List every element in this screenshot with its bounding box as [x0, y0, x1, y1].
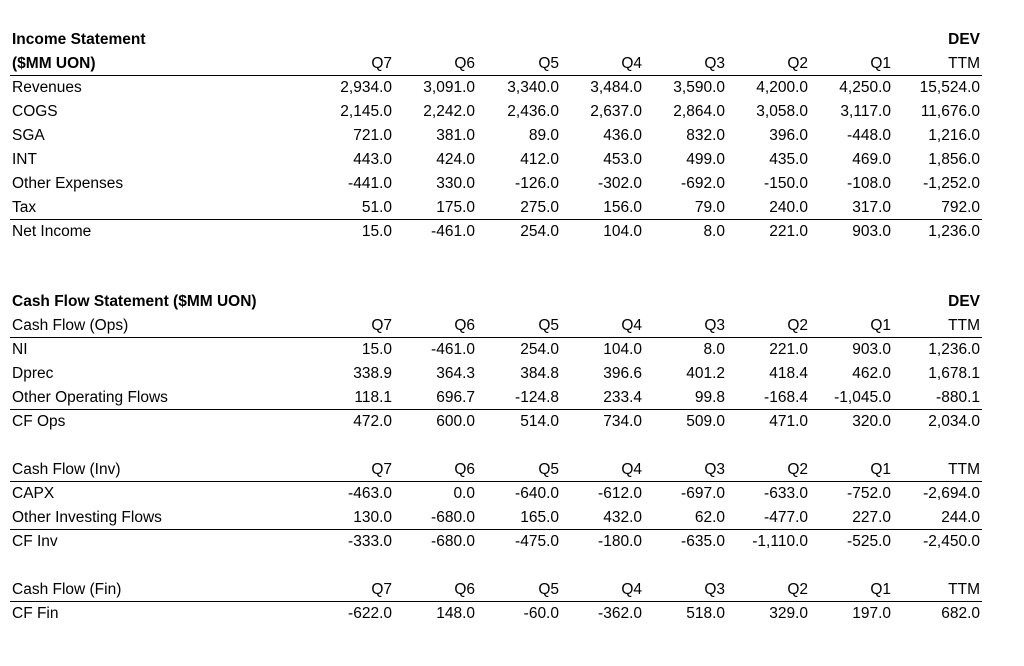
cell-value: 396.0 — [769, 127, 808, 144]
cell-value: 15.0 — [361, 341, 392, 358]
cell-value: 471.0 — [769, 413, 808, 430]
table-row-total — [10, 220, 982, 243]
cell-value: 275.0 — [520, 199, 559, 216]
row-label: CF Inv — [12, 533, 58, 550]
cell-value: 472.0 — [353, 413, 392, 430]
cell-value: 443.0 — [353, 151, 392, 168]
cell-value: 499.0 — [686, 151, 725, 168]
cell-value: 2,034.0 — [928, 413, 980, 430]
cell-value: 381.0 — [436, 127, 475, 144]
cashflow-ops-label: Cash Flow (Ops) — [12, 317, 129, 334]
cell-value: 3,340.0 — [507, 79, 559, 96]
table-row-total — [10, 530, 982, 553]
cell-value: 903.0 — [852, 341, 891, 358]
cell-value: 79.0 — [694, 199, 725, 216]
cell-value: 4,250.0 — [839, 79, 891, 96]
col-header-q1: Q1 — [870, 461, 891, 478]
col-header-q1: Q1 — [870, 317, 891, 334]
col-header-q3: Q3 — [704, 461, 725, 478]
income-units-label: ($MM UON) — [12, 55, 96, 72]
cell-value: 254.0 — [520, 223, 559, 240]
cashflow-dev-label: DEV — [948, 293, 980, 310]
table-row — [10, 506, 982, 530]
cell-value: 317.0 — [852, 199, 891, 216]
cell-value: 15,524.0 — [919, 79, 980, 96]
cell-value: -692.0 — [681, 175, 725, 192]
income-header-row — [10, 52, 982, 76]
cashflow-inv-label: Cash Flow (Inv) — [12, 461, 121, 478]
cell-value: 424.0 — [436, 151, 475, 168]
col-header-ttm: TTM — [948, 581, 980, 598]
cell-value: 721.0 — [353, 127, 392, 144]
col-header-q5: Q5 — [538, 581, 559, 598]
cell-value: 8.0 — [703, 341, 725, 358]
cell-value: 329.0 — [769, 605, 808, 622]
col-header-ttm: TTM — [948, 317, 980, 334]
cell-value: 3,484.0 — [590, 79, 642, 96]
cell-value: 432.0 — [603, 509, 642, 526]
cell-value: 696.7 — [436, 389, 475, 406]
cell-value: 165.0 — [520, 509, 559, 526]
col-header-q1: Q1 — [870, 55, 891, 72]
cell-value: 148.0 — [436, 605, 475, 622]
cell-value: 330.0 — [436, 175, 475, 192]
cell-value: 89.0 — [528, 127, 559, 144]
col-header-q2: Q2 — [787, 461, 808, 478]
row-label: CAPX — [12, 485, 55, 502]
cell-value: -441.0 — [348, 175, 392, 192]
cell-value: -477.0 — [764, 509, 808, 526]
row-label: NI — [12, 341, 28, 358]
row-label: INT — [12, 151, 37, 168]
cell-value: -461.0 — [431, 223, 475, 240]
cell-value: 227.0 — [852, 509, 891, 526]
row-label: Revenues — [12, 79, 82, 96]
income-dev-label: DEV — [948, 31, 980, 48]
cell-value: 8.0 — [703, 223, 725, 240]
col-header-q5: Q5 — [538, 55, 559, 72]
cell-value: 221.0 — [769, 341, 808, 358]
col-header-q7: Q7 — [371, 581, 392, 598]
cell-value: 104.0 — [603, 223, 642, 240]
cell-value: 1,216.0 — [928, 127, 980, 144]
table-row — [10, 124, 982, 147]
cell-value: 3,058.0 — [756, 103, 808, 120]
cell-value: 197.0 — [852, 605, 891, 622]
cell-value: 99.8 — [694, 389, 725, 406]
cell-value: -168.4 — [764, 389, 808, 406]
cell-value: 418.4 — [769, 365, 808, 382]
cell-value: -680.0 — [431, 509, 475, 526]
cell-value: 2,145.0 — [340, 103, 392, 120]
row-label: CF Fin — [12, 605, 59, 622]
col-header-ttm: TTM — [948, 55, 980, 72]
cell-value: 412.0 — [520, 151, 559, 168]
row-label: Other Investing Flows — [12, 509, 162, 526]
cell-value: -461.0 — [431, 341, 475, 358]
cell-value: 11,676.0 — [920, 103, 980, 120]
cell-value: -150.0 — [764, 175, 808, 192]
cell-value: -640.0 — [515, 485, 559, 502]
col-header-q5: Q5 — [538, 461, 559, 478]
cell-value: -633.0 — [764, 485, 808, 502]
cell-value: 396.6 — [603, 365, 642, 382]
col-header-q2: Q2 — [787, 55, 808, 72]
table-row — [10, 100, 982, 123]
cell-value: -180.0 — [598, 533, 642, 550]
cell-value: 1,678.1 — [928, 365, 980, 382]
cell-value: 338.9 — [353, 365, 392, 382]
cell-value: 401.2 — [686, 365, 725, 382]
col-header-q3: Q3 — [704, 581, 725, 598]
cell-value: -333.0 — [348, 533, 392, 550]
cell-value: -1,252.0 — [923, 175, 980, 192]
cashflow-title-row — [10, 290, 982, 313]
cell-value: 600.0 — [436, 413, 475, 430]
cell-value: -2,450.0 — [923, 533, 980, 550]
cell-value: 240.0 — [769, 199, 808, 216]
cell-value: -622.0 — [348, 605, 392, 622]
cell-value: -126.0 — [515, 175, 559, 192]
cell-value: 15.0 — [361, 223, 392, 240]
col-header-ttm: TTM — [948, 461, 980, 478]
cashflow-inv-header-row — [10, 458, 982, 482]
cashflow-fin-header-row — [10, 578, 982, 602]
col-header-q7: Q7 — [371, 55, 392, 72]
row-label: Other Expenses — [12, 175, 124, 192]
cell-value: 2,637.0 — [590, 103, 642, 120]
table-row — [10, 76, 982, 99]
col-header-q6: Q6 — [454, 55, 475, 72]
cell-value: 156.0 — [603, 199, 642, 216]
income-title-row — [10, 28, 982, 51]
col-header-q1: Q1 — [870, 581, 891, 598]
cell-value: 221.0 — [769, 223, 808, 240]
row-label: CF Ops — [12, 413, 66, 430]
cell-value: 514.0 — [520, 413, 559, 430]
income-statement-title: Income Statement — [12, 31, 146, 48]
col-header-q6: Q6 — [454, 581, 475, 598]
cell-value: -475.0 — [515, 533, 559, 550]
cell-value: 175.0 — [436, 199, 475, 216]
cell-value: 792.0 — [941, 199, 980, 216]
table-row — [10, 172, 982, 195]
cell-value: 254.0 — [520, 341, 559, 358]
cell-value: 2,864.0 — [673, 103, 725, 120]
row-label: Net Income — [12, 223, 92, 240]
col-header-q4: Q4 — [621, 55, 642, 72]
cell-value: 104.0 — [603, 341, 642, 358]
row-label: Tax — [12, 199, 37, 216]
cell-value: 2,436.0 — [507, 103, 559, 120]
cell-value: 384.8 — [520, 365, 559, 382]
cell-value: -880.1 — [936, 389, 980, 406]
cell-value: 903.0 — [852, 223, 891, 240]
col-header-q6: Q6 — [454, 461, 475, 478]
row-label: Dprec — [12, 365, 54, 382]
cell-value: 244.0 — [941, 509, 980, 526]
cell-value: -635.0 — [681, 533, 725, 550]
table-row — [10, 386, 982, 410]
col-header-q6: Q6 — [454, 317, 475, 334]
table-row — [10, 482, 982, 505]
cell-value: 734.0 — [603, 413, 642, 430]
table-row — [10, 196, 982, 220]
cell-value: 364.3 — [436, 365, 475, 382]
cell-value: -60.0 — [523, 605, 559, 622]
cell-value: -362.0 — [598, 605, 642, 622]
table-row-total — [10, 410, 982, 433]
cell-value: 469.0 — [852, 151, 891, 168]
col-header-q2: Q2 — [787, 581, 808, 598]
cell-value: 51.0 — [361, 199, 392, 216]
cell-value: -612.0 — [598, 485, 642, 502]
cell-value: 130.0 — [353, 509, 392, 526]
col-header-q2: Q2 — [787, 317, 808, 334]
table-row — [10, 148, 982, 171]
cell-value: 509.0 — [686, 413, 725, 430]
cell-value: 453.0 — [603, 151, 642, 168]
cell-value: 4,200.0 — [756, 79, 808, 96]
cell-value: 3,091.0 — [423, 79, 475, 96]
cell-value: -1,045.0 — [834, 389, 891, 406]
col-header-q7: Q7 — [371, 317, 392, 334]
cell-value: 832.0 — [686, 127, 725, 144]
table-row — [10, 362, 982, 385]
cell-value: -680.0 — [431, 533, 475, 550]
cell-value: 462.0 — [852, 365, 891, 382]
cashflow-statement-title: Cash Flow Statement ($MM UON) — [12, 293, 257, 310]
row-label: COGS — [12, 103, 58, 120]
cell-value: 2,934.0 — [340, 79, 392, 96]
cell-value: -752.0 — [847, 485, 891, 502]
cell-value: -448.0 — [847, 127, 891, 144]
cell-value: 435.0 — [769, 151, 808, 168]
cell-value: -302.0 — [598, 175, 642, 192]
cell-value: 3,117.0 — [840, 103, 891, 120]
cell-value: -463.0 — [348, 485, 392, 502]
cell-value: 1,236.0 — [928, 223, 980, 240]
cell-value: 1,236.0 — [928, 341, 980, 358]
cell-value: -124.8 — [515, 389, 559, 406]
cell-value: -2,694.0 — [923, 485, 980, 502]
cell-value: 3,590.0 — [673, 79, 725, 96]
col-header-q7: Q7 — [371, 461, 392, 478]
cashflow-ops-header-row — [10, 314, 982, 338]
cell-value: 518.0 — [686, 605, 725, 622]
cell-value: -697.0 — [681, 485, 725, 502]
cell-value: 2,242.0 — [423, 103, 475, 120]
cell-value: 0.0 — [453, 485, 475, 502]
cell-value: 118.1 — [354, 389, 392, 406]
cashflow-fin-label: Cash Flow (Fin) — [12, 581, 122, 598]
table-row-total — [10, 602, 982, 625]
col-header-q4: Q4 — [621, 461, 642, 478]
cell-value: 62.0 — [694, 509, 725, 526]
table-row — [10, 338, 982, 361]
col-header-q3: Q3 — [704, 55, 725, 72]
cell-value: -525.0 — [847, 533, 891, 550]
cell-value: 233.4 — [603, 389, 642, 406]
col-header-q5: Q5 — [538, 317, 559, 334]
col-header-q4: Q4 — [621, 581, 642, 598]
row-label: Other Operating Flows — [12, 389, 168, 406]
col-header-q4: Q4 — [621, 317, 642, 334]
cell-value: -108.0 — [847, 175, 891, 192]
cell-value: 320.0 — [852, 413, 891, 430]
row-label: SGA — [12, 127, 45, 144]
cell-value: 1,856.0 — [928, 151, 980, 168]
cell-value: -1,110.0 — [752, 533, 808, 550]
col-header-q3: Q3 — [704, 317, 725, 334]
cell-value: 682.0 — [941, 605, 980, 622]
cell-value: 436.0 — [603, 127, 642, 144]
